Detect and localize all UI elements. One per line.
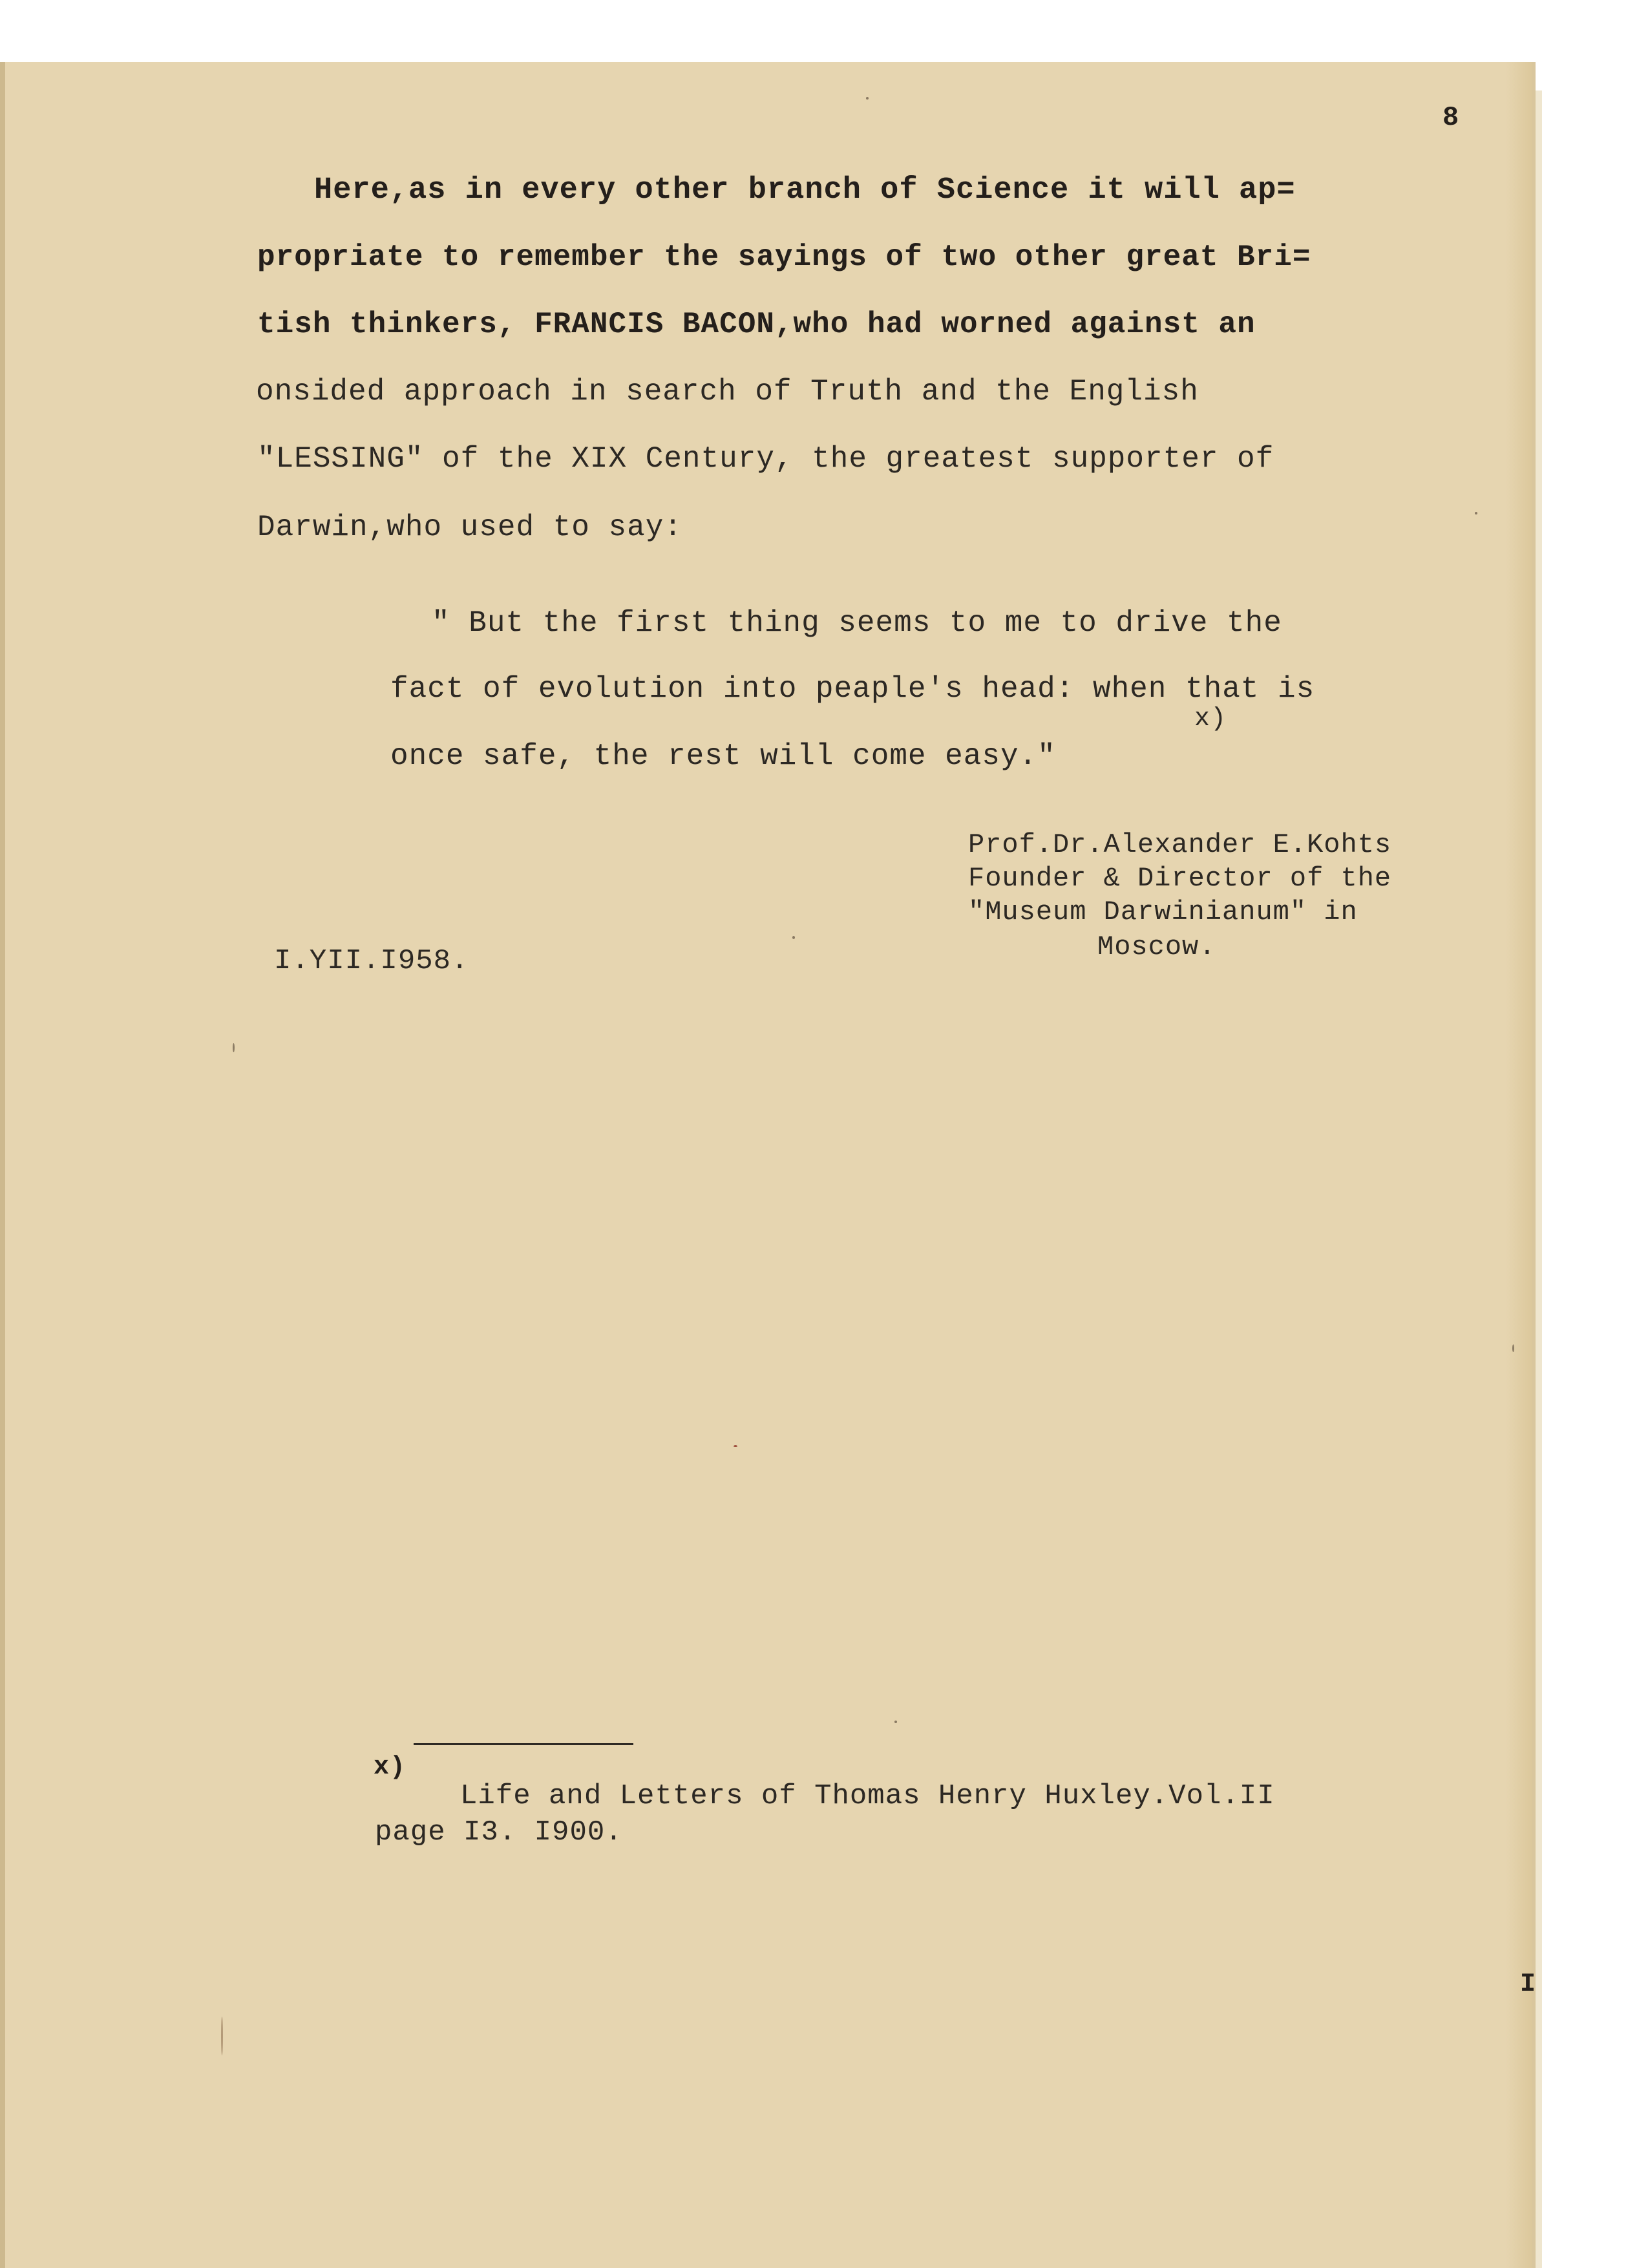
paragraph-line-3: tish thinkers, FRANCIS BACON,who had worned against an <box>257 308 1256 341</box>
footnote-marker: x) <box>374 1753 407 1782</box>
page-right-edge <box>1506 62 1532 2268</box>
margin-mark: I <box>1520 1970 1537 1999</box>
paragraph-line-5: "LESSING" of the XIX Century, the greatest supporter of <box>257 442 1274 476</box>
signature-line-4: Moscow. <box>1097 931 1216 962</box>
paper-speck <box>894 1721 897 1723</box>
footnote-line-1: Life and Letters of Thomas Henry Huxley.Vol.II <box>460 1780 1275 1812</box>
quote-line-2: fact of evolution into peaple's head: when that is <box>390 672 1315 706</box>
signature-line-3: "Museum Darwinianum" in <box>968 896 1358 927</box>
paper-speck <box>866 97 869 100</box>
paragraph-line-2: propriate to remember the sayings of two other great Bri= <box>257 240 1311 274</box>
back-sheet-edge <box>1532 90 1542 2268</box>
paper-speck <box>734 1445 737 1447</box>
document-date: I.YII.I958. <box>274 945 469 977</box>
footnote-separator <box>414 1743 633 1745</box>
signature-line-1: Prof.Dr.Alexander E.Kohts <box>968 829 1392 860</box>
paper-speck <box>1475 512 1477 514</box>
signature-line-2: Founder & Director of the <box>968 863 1392 894</box>
page-number: 8 <box>1442 102 1460 133</box>
paragraph-line-6: Darwin,who used to say: <box>257 511 682 544</box>
paper-speck <box>233 1043 235 1052</box>
footnote-line-2: page I3. I900. <box>375 1816 623 1849</box>
quote-line-1: " But the first thing seems to me to drive the <box>432 606 1282 640</box>
paragraph-line-4: onsided approach in search of Truth and the English <box>256 375 1199 408</box>
page-left-edge <box>0 62 5 2268</box>
paper-speck <box>1512 1344 1514 1352</box>
paper-speck <box>792 936 795 939</box>
quote-footnote-marker: x) <box>1194 705 1227 734</box>
paragraph-line-1: Here,as in every other branch of Science it will ap= <box>314 173 1296 207</box>
quote-line-3: once safe, the rest will come easy." <box>390 739 1056 773</box>
paper-crease <box>221 2017 223 2055</box>
